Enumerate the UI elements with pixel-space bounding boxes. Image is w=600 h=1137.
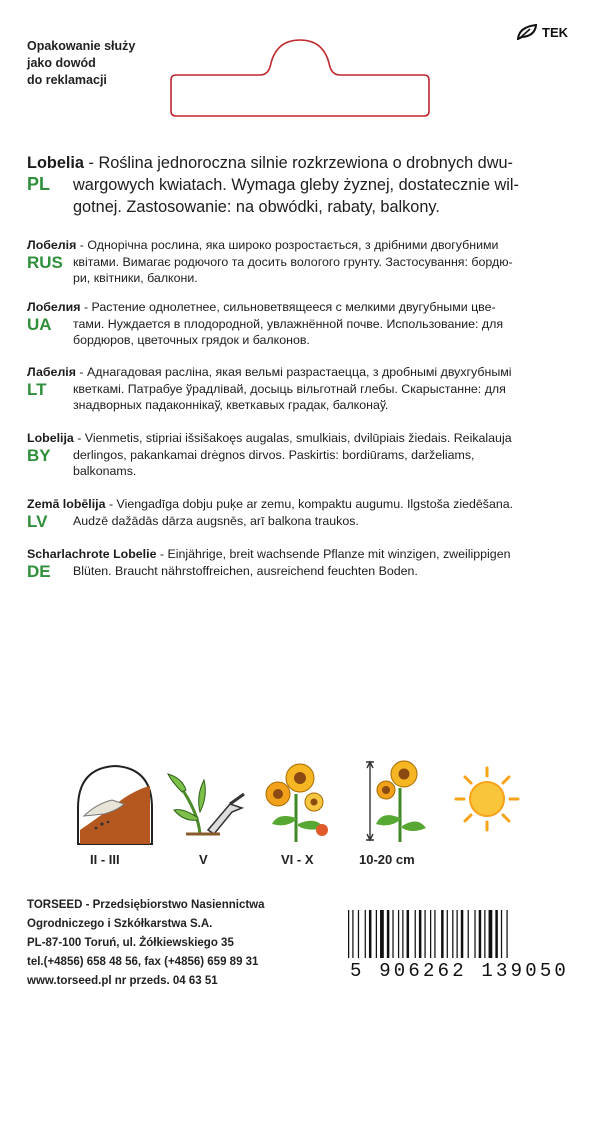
description-line: derlingos, pakankamai drėgnos dirvos. Paskirtis: bordiūrams, darželiams, [73, 447, 475, 462]
barcode-bar [461, 910, 464, 958]
language-code: PL [27, 174, 51, 194]
brand-logo [516, 24, 568, 40]
company-info [27, 896, 265, 991]
barcode-bar [365, 910, 366, 958]
description-line: wargowych kwiatach. Wymaga gleby żyznej, dostatecznie wil- [73, 176, 519, 194]
barcode-bar [387, 910, 390, 958]
barcode-bar [501, 910, 502, 958]
barcode-bar [380, 910, 384, 958]
description-by [27, 430, 579, 480]
company-info-line: PL-87-100 Toruń, ul. Żółkiewskiego 35 [27, 937, 234, 949]
plant-height-icon [360, 756, 432, 846]
sowing-months-label: II - III [90, 852, 120, 867]
description-line: Лобелия - Растение однолетнее, сильноветвящееся с мелкими двугубными цве- [27, 300, 496, 314]
description-line: Лобелія - Однорічна рослина, яка широко розростається, з дрібними двогубними [27, 238, 499, 252]
complaint-note-line: jako dowód [27, 56, 96, 70]
barcode-bar [489, 910, 493, 958]
barcode-bar [352, 910, 353, 958]
barcode-bar [430, 910, 431, 958]
barcode-bar [402, 910, 403, 958]
height-label: 10-20 cm [359, 852, 415, 867]
company-info-line: www.torseed.pl nr przeds. 04 63 51 [27, 975, 218, 987]
description-line: Zemā lobēlija - Viengadīga dobju puķe ar zemu, kompaktu augumu. Ilgstoša ziedēšana. [27, 497, 514, 511]
sowing-hand-icon [72, 760, 158, 846]
barcode-bar [479, 910, 482, 958]
leaf-logo-icon [516, 24, 538, 40]
barcode-bar [424, 910, 425, 958]
barcode-bar [434, 910, 435, 958]
description-line: тами. Нуждается в плодородной, увлажнённой почве. Использование: для [73, 316, 504, 331]
barcode-bar [506, 910, 507, 958]
language-code: DE [27, 562, 51, 581]
description-line: Лабелія - Аднагадовая расліна, якая вельмі разрастаецца, з дробнымі двухгубнымі [27, 365, 512, 379]
barcode-bar [415, 910, 416, 958]
description-lv [27, 496, 579, 529]
description-line: Scharlachrote Lobelie - Einjährige, breit wachsende Pflanze mit winzigen, zweilippigen [27, 547, 511, 561]
description-rus [27, 237, 579, 287]
complaint-note-line: Opakowanie służy [27, 39, 136, 53]
complaint-note [27, 38, 167, 89]
barcode-bar [376, 910, 377, 958]
barcode-bar [452, 910, 453, 958]
barcode-bar [495, 910, 498, 958]
barcode-bar [348, 910, 349, 958]
language-code: BY [27, 446, 51, 465]
language-code: LV [27, 512, 48, 531]
barcode-bar [484, 910, 485, 958]
company-info-line: TORSEED - Przedsiębiorstwo Nasiennictwa [27, 899, 265, 911]
language-code: LT [27, 380, 47, 399]
description-line: ри, квітники, балкони. [73, 271, 198, 285]
description-line: gotnej. Zastosowanie: na obwódki, rabaty, balkony. [73, 198, 440, 216]
hang-hole-outline [165, 37, 435, 119]
barcode-bar [369, 910, 372, 958]
description-line: квітами. Вимагає родючого та досить вологого грунту. Застосування: бордю- [73, 254, 513, 269]
barcode-bar [447, 910, 448, 958]
description-line: Lobelia - Roślina jednoroczna silnie rozkrzewiona o drobnych dwu- [27, 154, 513, 172]
barcode-bar [392, 910, 393, 958]
language-code: UA [27, 315, 52, 334]
barcode-bar [358, 910, 359, 958]
sun-icon [454, 766, 520, 832]
seedling-trowel-icon [160, 772, 250, 842]
barcode-bar [468, 910, 469, 958]
description-de [27, 546, 579, 579]
description-line: Blüten. Braucht nährstoffreichen, ausreichend feuchten Boden. [73, 563, 418, 578]
description-line: бордюров, цветочных грядок и балконов. [73, 333, 310, 347]
description-line: знадворных падаконнікаў, кветкавых градак, балконаў. [73, 398, 389, 412]
flowering-months-label: VI - X [281, 852, 314, 867]
logo-text: TEK [542, 24, 568, 40]
description-line: Lobelija - Vienmetis, stipriai išsišakoęs augalas, smulkiais, dvilūpiais žiedais. Reikalauja [27, 431, 512, 445]
description-ua [27, 299, 579, 349]
barcode [340, 910, 576, 960]
description-line: balkonams. [73, 464, 137, 478]
description-lt [27, 364, 579, 414]
company-info-line: tel.(+4856) 658 48 56, fax (+4856) 659 89 31 [27, 956, 259, 968]
description-line: Audzē dažādās dārza augsnēs, arī balkona traukos. [73, 513, 359, 528]
barcode-bar [407, 910, 410, 958]
barcode-bar [474, 910, 475, 958]
complaint-note-line: do reklamacji [27, 73, 107, 87]
barcode-bar [398, 910, 399, 958]
barcode-bar [457, 910, 458, 958]
planting-month-label: V [199, 852, 208, 867]
language-code: RUS [27, 253, 63, 272]
barcode-digits: 5 906262 139050 [350, 960, 570, 982]
company-info-line: Ogrodniczego i Szkółkarstwa S.A. [27, 918, 213, 930]
description-pl [27, 152, 579, 218]
barcode-bar [441, 910, 444, 958]
flowers-icon [262, 758, 334, 844]
description-line: кветкамі. Патрабуе ўрадлівай, досыць вільготнай глебы. Скарыстанне: для [73, 381, 506, 396]
barcode-bar [419, 910, 422, 958]
